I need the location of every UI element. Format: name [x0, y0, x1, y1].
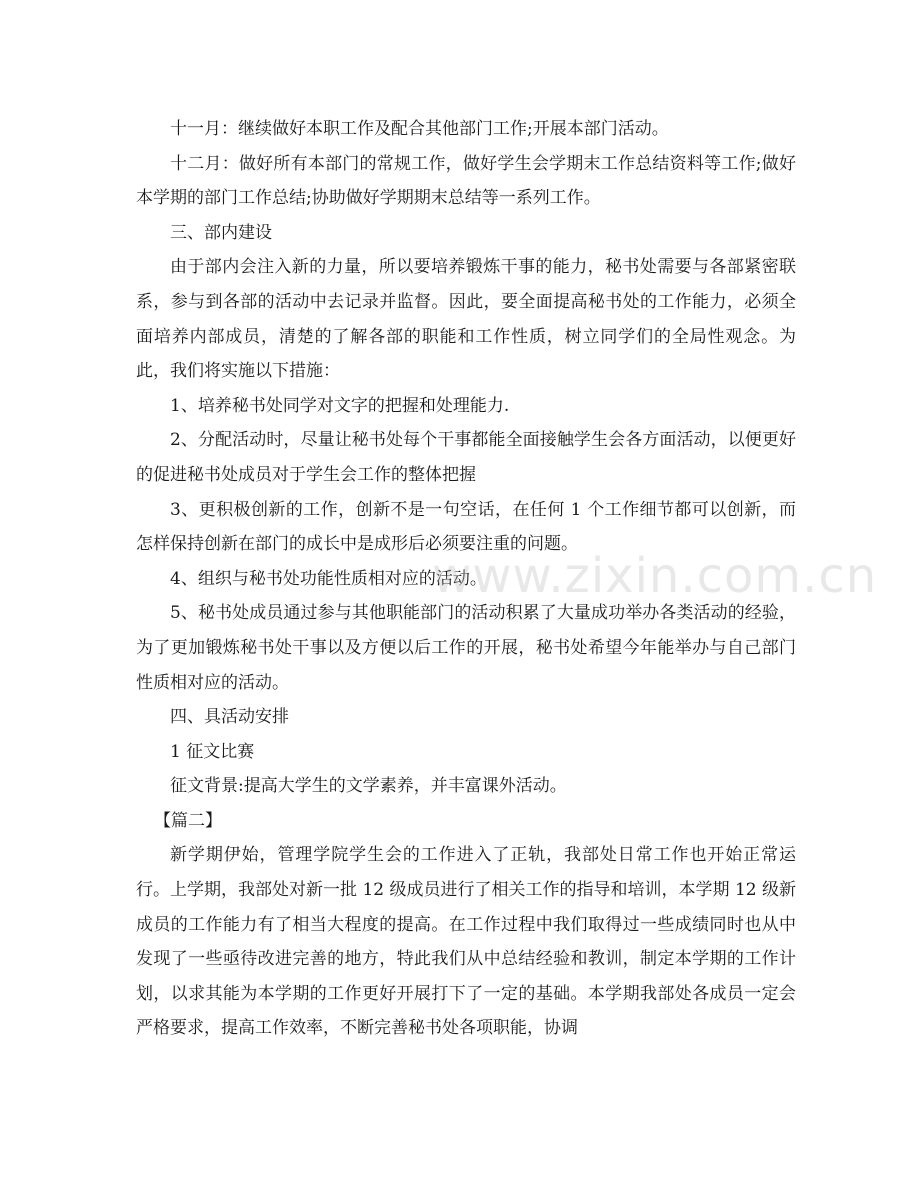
- section-heading-activity-plan: 四、具活动安排: [170, 707, 289, 728]
- paragraph-december-plan: 十二月：做好所有本部门的常规工作，做好学生会学期末工作总结资料等工作;做好本学期的部门工作总结;协助做好学期期末总结等一系列工作。: [136, 153, 796, 209]
- paragraph-november-plan: 十一月：继续做好本职工作及配合其他部门工作;开展本部门活动。: [170, 119, 669, 139]
- watermark: www.zixin.com.cn: [432, 548, 878, 604]
- measure-item-4: 4、组织与秘书处功能性质相对应的活动。: [170, 568, 487, 589]
- part-two-heading: 【篇二】: [154, 810, 222, 831]
- document-body: [136, 112, 796, 1046]
- measure-item-5: 5、秘书处成员通过参与其他职能部门的活动积累了大量成功举办各类活动的经验，为了更加锻炼秘书处干事以及方便以后工作的开展，秘书处希望今年能举办与自己部门性质相对应的活动。: [136, 603, 796, 693]
- measure-item-3: 3、更积极创新的工作，创新不是一句空话，在任何 1 个工作细节都可以创新，而怎样保持创新在部门的成长中是成形后必须要注重的问题。: [136, 499, 796, 555]
- measure-item-1: 1、培养秘书处同学对文字的把握和处理能力.: [170, 395, 510, 416]
- activity-item-essay-contest: 1 征文比赛: [170, 741, 255, 762]
- essay-background: 征文背景:提高大学生的文学素养，并丰富课外活动。: [170, 776, 567, 797]
- measure-item-2: 2、分配活动时，尽量让秘书处每个干事都能全面接触学生会各方面活动，以便更好的促进秘书处成员对于学生会工作的整体把握: [136, 430, 796, 485]
- paragraph-part-two-intro: 新学期伊始，管理学院学生会的工作进入了正轨，我部处日常工作也开始正常运行。上学期，我部处对新一批 12 级成员进行了相关工作的指导和培训，本学期 12 级新成员的工作能力有了相当大程度的提高。在工作过程中我们取得过一些成绩同时也从中发现了一些亟待改进完善的地方，特此我们从中总结经验和教训，制定本学期的工作计划，以求其能为本学期的工作更好开展打下了一定的基础。本学期我部处各成员一定会严格要求，提高工作效率，不断完善秘书处各项职能，协调: [136, 845, 796, 1039]
- paragraph-internal-building: 由于部内会注入新的力量，所以要培养锻炼干事的能力，秘书处需要与各部紧密联系，参与到各部的活动中去记录并监督。因此，要全面提高秘书处的工作能力，必须全面培养内部成员，清楚的了解各部的职能和工作性质，树立同学们的全局性观念。为此，我们将实施以下措施：: [136, 257, 796, 382]
- section-heading-internal-building: 三、部内建设: [170, 222, 272, 243]
